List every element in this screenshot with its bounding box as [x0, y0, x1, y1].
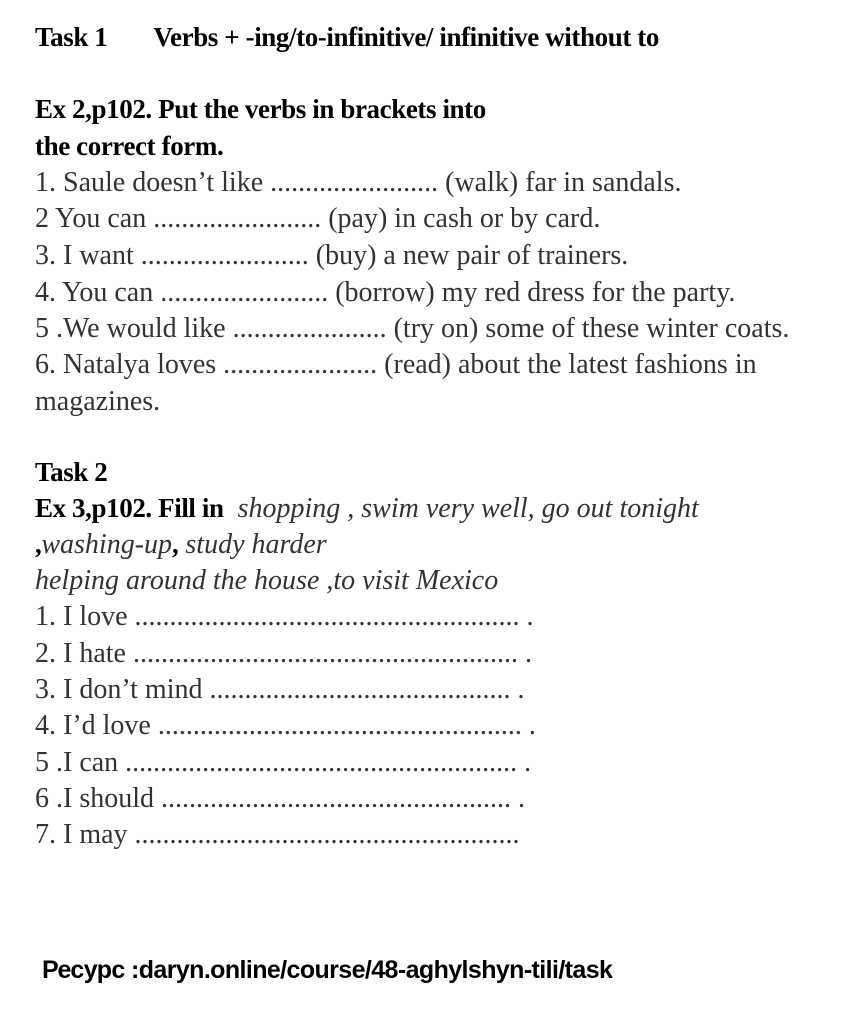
ex2-item-6-continued: magazines.	[35, 386, 161, 417]
ex3-word-study-harder: study harder	[178, 529, 327, 560]
ex3-item-1: 1. I love ....................................................... .	[35, 601, 534, 632]
ex3-item-4: 4. I’d love .................................................... .	[35, 710, 536, 741]
ex2-instruction-line2: the correct form.	[35, 131, 224, 161]
ex3-instruction: Ex 3,p102. Fill in	[35, 493, 224, 523]
ex2-item-4: 4. You can ........................ (borrow) my red dress for the party.	[35, 277, 736, 308]
ex3-item-6: 6 .I should .................................................. .	[35, 783, 525, 814]
ex3-item-3: 3. I don’t mind ........................................... .	[35, 674, 525, 705]
ex3-words-comma-2: ,	[172, 529, 179, 559]
ex2-item-2: 2 You can ........................ (pay) in cash or by card.	[35, 203, 601, 234]
task2-label: Task 2	[35, 457, 108, 487]
ex2-item-1: 1. Saule doesn’t like ........................ (walk) far in sandals.	[35, 167, 682, 198]
ex3-words-comma: ,	[35, 529, 42, 559]
ex3-words-line2	[35, 529, 327, 561]
ex2-item-3: 3. I want ........................ (buy) a new pair of trainers.	[35, 240, 629, 271]
task1-title: Verbs + -ing/to-infinitive/ infinitive without to	[153, 22, 659, 52]
ex3-word-washing-up: washing-up	[41, 529, 173, 560]
ex2-item-5: 5 .We would like ...................... (try on) some of these winter coats.	[35, 313, 790, 344]
resource-footer: Ресурс :daryn.online/course/48-aghylshyn-tili/task	[42, 956, 613, 984]
ex2-item-6: 6. Natalya loves ...................... (read) about the latest fashions in	[35, 349, 757, 380]
ex2-instruction-line1: Ex 2,p102. Put the verbs in brackets into	[35, 94, 486, 124]
ex3-words-line3: helping around the house ,to visit Mexico	[35, 565, 499, 596]
ex3-item-5: 5 .I can ........................................................ .	[35, 747, 532, 778]
ex3-words-line1: shopping , swim very well, go out tonight	[237, 493, 699, 524]
task1-label: Task 1	[35, 22, 108, 52]
ex3-item-7: 7. I may .......................................................	[35, 819, 520, 850]
ex3-item-2: 2. I hate ....................................................... .	[35, 638, 532, 669]
task1-heading	[35, 22, 659, 53]
ex3-instruction-line1	[35, 493, 699, 525]
